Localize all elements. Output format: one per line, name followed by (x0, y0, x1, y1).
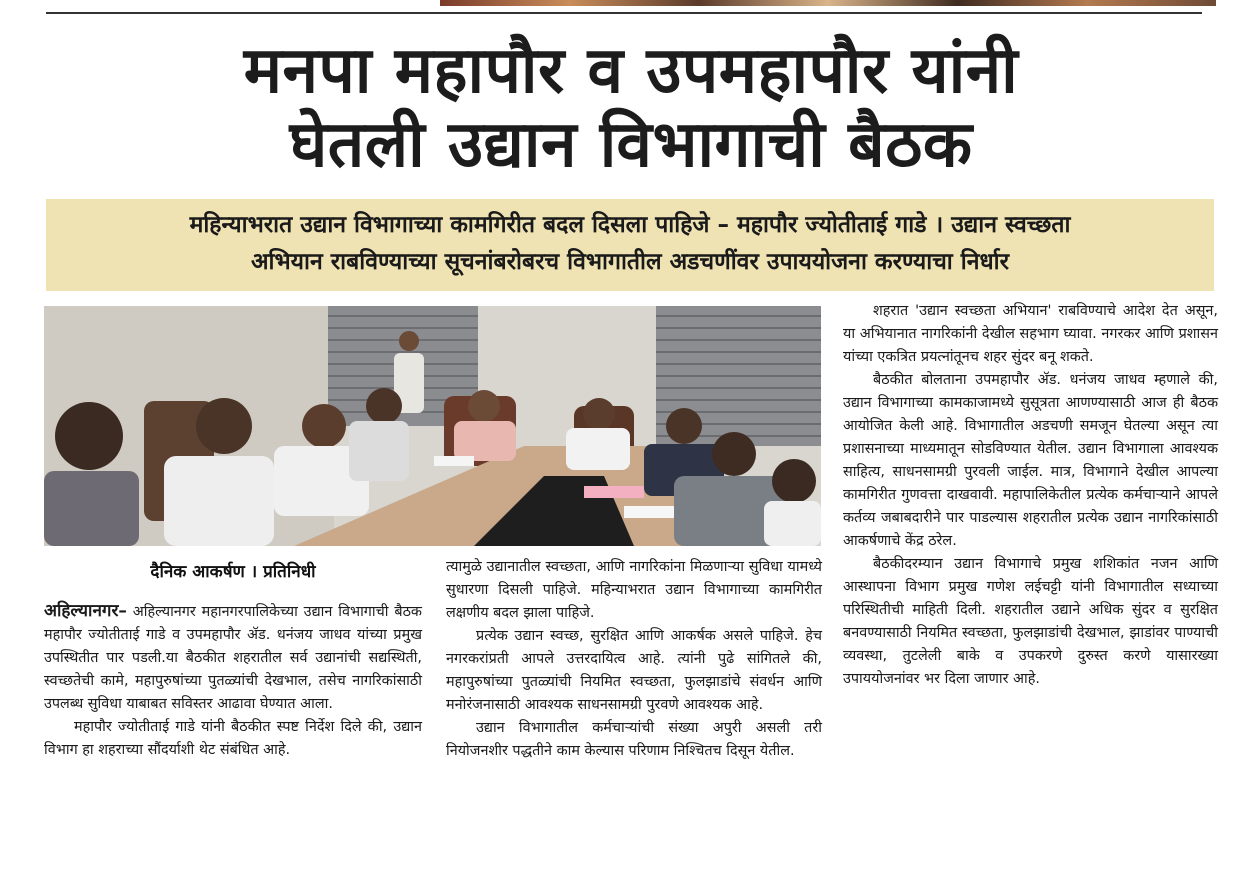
column3-paragraph-3: बैठकीदरम्यान उद्यान विभागाचे प्रमुख शशिकांत नजन आणि आस्थापना विभाग प्रमुख गणेश लईचट्टी यांनी विभागातील सध्याच्या परिस्थितीची माहिती दिली. शहरातील उद्याने अधिक सुंदर व सुरक्षित बनवण्यासाठी नियमित स्वच्छता, फुलझाडांची देखभाल, झाडांवर पाण्याची व्यवस्था, तुटलेली बाके व उपकरणे दुरुस्त करणे यासारख्या उपाययोजनांवर भर दिला जाणार आहे. (843, 556, 1218, 687)
column2-paragraph-3: उद्यान विभागातील कर्मचाऱ्यांची संख्या अपुरी असली तरी नियोजनशीर पद्धतीने काम केल्यास परिणाम निश्चितच दिसून येतील. (446, 720, 822, 759)
column3-paragraph-2: बैठकीत बोलताना उपमहापौर ॲड. धनंजय जाधव म्हणाले की, उद्यान विभागाच्या कामकाजामध्ये सुसूत्रता आणण्यासाठी आज ही बैठक आयोजित केली आहे. विभागातील अडचणी समजून घेतल्या असून त्या प्रशासनाच्या माध्यमातून सोडविण्यात येतील. उद्यान विभागाला आवश्यक साहित्य, साधनसामग्री पुरवली जाईल. मात्र, विभागाने देखील आपल्या कामगिरीत गुणवत्ता दाखवावी. महापालिकेतील प्रत्येक कर्मचाऱ्याने आपले कर्तव्य जबाबदारीने पार पाडल्यास शहरातील प्रत्येक उद्यान नागरिकांसाठी आकर्षणाचे केंद्र ठरेल. (843, 372, 1218, 549)
deck-line-2: अभियान राबविण्याच्या सूचनांबरोबरच विभागातील अडचणींवर उपाययोजना करण्याचा निर्धार (250, 249, 1010, 275)
column2-paragraph-2: प्रत्येक उद्यान स्वच्छ, सुरक्षित आणि आकर्षक असले पाहिजे. हेच नगरकरांप्रती आपले उत्तरदायित्व आहे. त्यांनी पुढे सांगितले की, महापुरुषांच्या पुतळ्यांची नियमित स्वच्छता, फुलझाडांचे संवर्धन आणि मनोरंजनासाठी आवश्यक साधनसामग्री पुरवणे आवश्यक आहे. (446, 628, 822, 713)
headline-line-1: मनपा महापौर व उपमहापौर यांनी (243, 34, 1019, 108)
deck-banner (46, 199, 1214, 291)
dateline: अहिल्यानगर– (44, 601, 127, 621)
column3-paragraph-1: शहरात 'उद्यान स्वच्छता अभियान' राबविण्याचे आदेश देत असून, या अभियानात नागरिकांनी देखील सहभाग घ्यावा. नगरकर आणि प्रशासन यांच्या एकत्रित प्रयत्नांतूनच शहर सुंदर बनू शकते. (843, 303, 1218, 365)
column-2 (446, 556, 822, 763)
headline-line-2: घेतली उद्यान विभागाची बैठक (289, 108, 973, 182)
column2-paragraph-1: त्यामुळे उद्यानातील स्वच्छता, आणि नागरिकांना मिळणाऱ्या सुविधा यामध्ये सुधारणा दिसली पाहिजे. महिन्याभरात उद्यान विभागाच्या कामगिरीत लक्षणीय बदल झाला पाहिजे. (446, 559, 822, 621)
column1-paragraph-1-text: अहिल्यानगर महानगरपालिकेच्या उद्यान विभागाची बैठक महापौर ज्योतीताई गाडे व उपमहापौर ॲड. धनंजय जाधव यांच्या प्रमुख उपस्थितीत पार पडली.या बैठकीत शहरातील सर्व उद्यानांची सद्यस्थिती, स्वच्छतेची कामे, महापुरुषांच्या पुतळ्यांची देखभाल, तसेच नागरिकांसाठी उपलब्ध सुविधा याबाबत सविस्तर आढावा घेण्यात आला. (44, 604, 422, 712)
meeting-photo (44, 306, 821, 546)
column-1 (44, 556, 422, 762)
column1-paragraph-1 (44, 600, 422, 716)
column1-paragraph-2: महापौर ज्योतीताई गाडे यांनी बैठकीत स्पष्ट निर्देश दिले की, उद्यान विभाग हा शहराच्या सौंदर्याशी थेट संबंधित आहे. (44, 719, 422, 758)
top-photo-strip (440, 0, 1216, 6)
deck-line-1: महिन्याभरात उद्यान विभागाच्या कामगिरीत बदल दिसला पाहिजे – महापौर ज्योतीताई गाडे । उद्यान स्वच्छता (189, 212, 1071, 238)
top-rule (46, 12, 1202, 14)
headline (46, 34, 1216, 182)
column-3 (843, 300, 1218, 691)
byline: दैनिक आकर्षण । प्रतिनिधी (150, 562, 316, 582)
